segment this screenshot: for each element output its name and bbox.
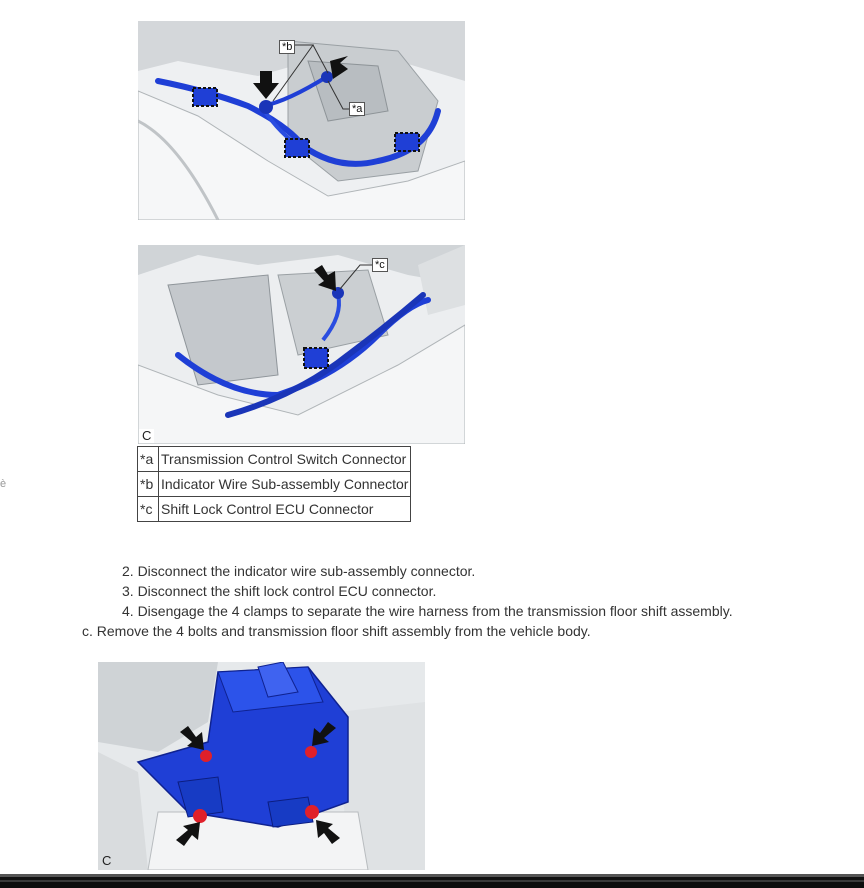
legend-value: Transmission Control Switch Connector: [159, 447, 411, 472]
callout-a: *a: [349, 102, 365, 116]
step-4: 4. Disengage the 4 clamps to separate the wire harness from the transmission floor shift assembly.: [122, 603, 733, 619]
legend-table: [137, 446, 411, 522]
legend-value: Shift Lock Control ECU Connector: [159, 497, 411, 522]
legend-row: [138, 497, 411, 522]
figure-corner-label: C: [102, 853, 112, 868]
bolt-marker: [200, 750, 212, 762]
step-2: 2. Disconnect the indicator wire sub-assembly connector.: [122, 563, 476, 579]
legend-key: *c: [138, 497, 159, 522]
shift-assembly-illustration: [98, 662, 425, 870]
bolt-marker: [305, 746, 317, 758]
legend-key: *b: [138, 472, 159, 497]
step-3: 3. Disconnect the shift lock control ECU connector.: [122, 583, 437, 599]
callout-c: *c: [372, 258, 388, 272]
figure-corner-label: C: [139, 429, 154, 443]
bolt-marker: [193, 809, 207, 823]
figure-harness-top: [138, 21, 465, 220]
legend-row: [138, 447, 411, 472]
step-c: c. Remove the 4 bolts and transmission floor shift assembly from the vehicle body.: [82, 623, 591, 639]
figure-shift-assembly: [98, 662, 425, 870]
margin-mark: è: [0, 478, 7, 490]
bolt-marker: [305, 805, 319, 819]
legend-value: Indicator Wire Sub-assembly Connector: [159, 472, 411, 497]
figure-harness-middle: [138, 245, 465, 444]
callout-b: *b: [279, 40, 295, 54]
harness-illustration-top: [138, 21, 465, 220]
legend-row: [138, 472, 411, 497]
harness-illustration-middle: [138, 245, 465, 444]
bottom-bar: [0, 874, 864, 888]
legend-key: *a: [138, 447, 159, 472]
